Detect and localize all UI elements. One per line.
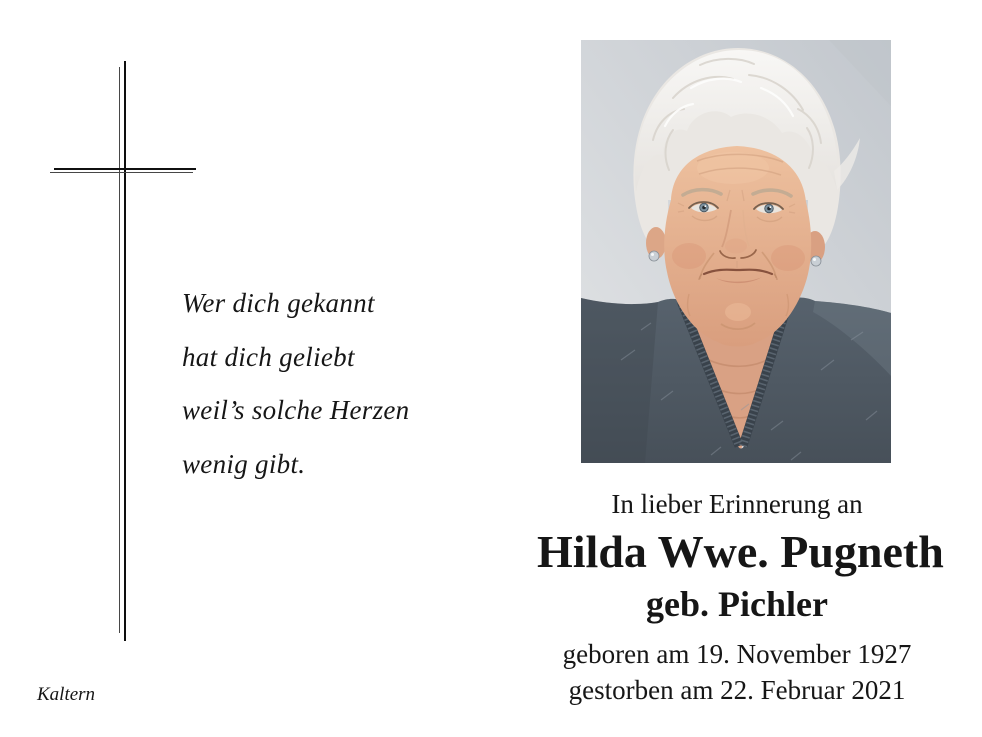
maiden-name: geb. Pichler	[646, 584, 828, 624]
quote-line-1: Wer dich gekannt	[182, 288, 375, 318]
death-date-line: gestorben am 22. Februar 2021	[568, 675, 906, 705]
quote-line-4: wenig gibt.	[182, 448, 306, 479]
memorial-intro: In lieber Erinnerung an	[611, 489, 863, 519]
deceased-name: Hilda Wwe. Pugneth	[537, 526, 944, 577]
cross-horizontal-thin-line	[50, 172, 193, 173]
quote-line-3: weil’s solche Herzen	[182, 395, 410, 426]
birth-date-line: geboren am 19. November 1927	[562, 639, 912, 669]
location-label: Kaltern	[37, 684, 96, 705]
cross-vertical-thick-line	[124, 61, 127, 641]
portrait-photo-image	[581, 40, 891, 463]
cross-vertical-thin-line	[119, 67, 120, 633]
quote-line-2: hat dich geliebt	[182, 341, 355, 372]
memorial-quote	[182, 277, 409, 491]
portrait-photo	[581, 40, 891, 463]
cross-horizontal-thick-line	[54, 168, 196, 170]
